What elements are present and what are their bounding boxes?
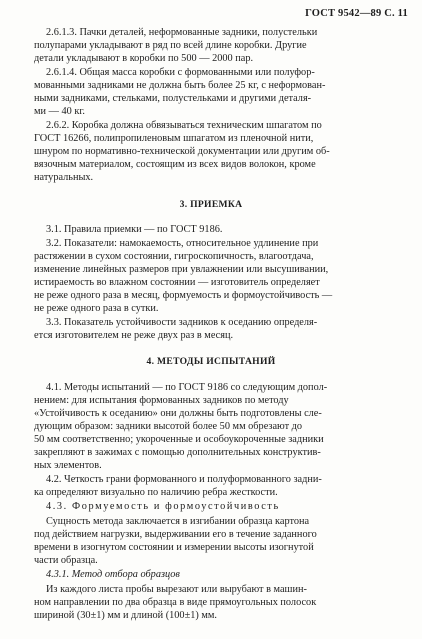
- text-line: вязочным материалом, состоящим из всех видов волокон, кроме: [34, 159, 316, 170]
- text-line: нением: для испытания формованных задников по методу: [34, 395, 289, 406]
- text-line: ных элементов.: [34, 460, 102, 471]
- text-line: ном направлении по два образца в виде прямоугольных полосок: [34, 597, 317, 608]
- text-line: 3.3. Показатель устойчивости задников к оседанию определя-: [46, 317, 318, 328]
- section-heading: 4. МЕТОДЫ ИСПЫТАНИЙ: [146, 356, 276, 367]
- text-line: шириной (30±1) мм и длиной (100±1) мм.: [34, 610, 217, 621]
- text-line: детали укладывают в коробки по 500 — 2000 пар.: [34, 53, 254, 64]
- text-line: дующим образом: задники высотой более 50 мм обрезают до: [34, 421, 303, 432]
- text-line: ными задниками, стельками, полустельками и другими деталя-: [34, 93, 312, 104]
- text-line: закрепляют в зажимах с помощью дополнительных конструктив-: [34, 447, 321, 458]
- text-line: 50 мм соответственно; укороченные и особоукороченные задники: [34, 434, 324, 445]
- text-line: части образца.: [34, 555, 98, 566]
- text-line: времени в изогнутом состоянии и измерении высоты изогнутой: [34, 542, 314, 553]
- text-line: шнуром по нормативно-технической документации или другим об-: [34, 146, 330, 157]
- text-line: полупарами укладывают в ряд по всей длине коробки. Другие: [34, 40, 307, 51]
- text-line: Из каждого листа пробы вырезают или вырубают в машин-: [46, 584, 307, 595]
- text-line: истираемость во влажном состоянии — изготовитель определяет: [34, 277, 320, 288]
- text-line: «Устойчивость к оседанию» они должны быть подготовлены сле-: [34, 408, 322, 419]
- text-line: мованными задниками не должна быть более 25 кг, с неформован-: [34, 80, 326, 91]
- text-line: 2.6.1.3. Пачки деталей, неформованные задники, полустельки: [46, 27, 318, 38]
- text-line: 3.1. Правила приемки — по ГОСТ 9186.: [46, 224, 223, 235]
- text-line: изменение линейных размеров при увлажнении или высушивании,: [34, 264, 329, 275]
- text-line: Сущность метода заключается в изгибании образца картона: [46, 516, 310, 527]
- page-header: ГОСТ 9542—89 С. 11: [305, 8, 408, 19]
- subsection-heading: 4.3. Формуемость и формоустойчивость: [46, 501, 280, 512]
- text-line: не реже одного раза в сутки.: [34, 303, 159, 314]
- text-line: 2.6.2. Коробка должна обвязываться техническим шпагатом по: [46, 120, 322, 131]
- text-line: ка определяют визуально по наличию ребра жесткости.: [34, 487, 278, 498]
- text-line: 4.2. Четкость грани формованного и полуформованного задни-: [46, 474, 322, 485]
- text-line: не реже одного раза в месяц, формуемость и формоустойчивость —: [34, 290, 333, 301]
- text-line: 4.1. Методы испытаний — по ГОСТ 9186 со следующим допол-: [46, 382, 328, 393]
- text-line: 2.6.1.4. Общая масса коробки с формованными или полуфор-: [46, 67, 315, 78]
- section-heading: 3. ПРИЕМКА: [179, 199, 243, 210]
- text-line: ми — 40 кг.: [34, 106, 85, 117]
- text-line: под действием нагрузки, выдерживании его в течение заданного: [34, 529, 317, 540]
- text-line: 3.2. Показатели: намокаемость, относительное удлинение при: [46, 238, 319, 249]
- text-line: натуральных.: [34, 172, 94, 183]
- text-line: ГОСТ 16266, полипропиленовым шпагатом из пленочной нити,: [34, 133, 314, 144]
- text-line: ется изготовителем не реже двух раз в месяц.: [34, 330, 234, 341]
- text-line: растяжении в сухом состоянии, гигроскопичность, влагоотдача,: [34, 251, 314, 262]
- subsection-heading: 4.3.1. Метод отбора образцов: [46, 569, 180, 580]
